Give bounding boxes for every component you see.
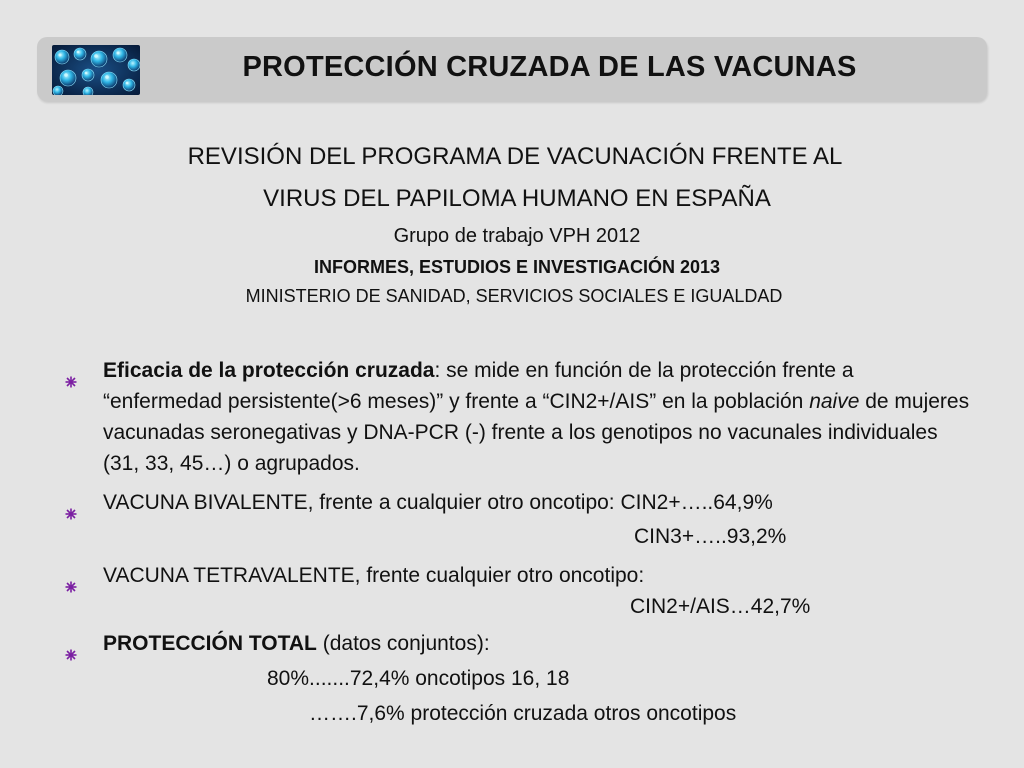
bullet-list	[0, 355, 1024, 729]
report-group: Grupo de trabajo VPH 2012	[393, 225, 641, 247]
bullet-text: VACUNA BIVALENTE, frente a cualquier otro oncotipo: CIN2+…..64,9%	[103, 491, 773, 514]
report-series: INFORMES, ESTUDIOS E INVESTIGACIÓN 2013	[313, 257, 721, 277]
tetravalent-cin2-line: CIN2+/AIS…42,7%	[630, 595, 811, 618]
bullet-text-part: (datos conjuntos):	[316, 632, 490, 655]
purple-asterisk-bullet-icon	[65, 498, 77, 510]
bullet-item-total	[0, 628, 973, 659]
bullet-text	[103, 628, 973, 659]
bullet-text: VACUNA TETRAVALENTE, frente cualquier otro oncotipo:	[103, 564, 645, 587]
page-title: PROTECCIÓN CRUZADA DE LAS VACUNAS	[242, 51, 857, 83]
bullet-bold: PROTECCIÓN TOTAL	[103, 632, 317, 655]
bullet-text	[103, 355, 973, 479]
purple-asterisk-bullet-icon	[65, 639, 77, 651]
bullet-italic: naive	[809, 390, 860, 413]
bullet-item-bivalent	[0, 487, 973, 518]
bullet-item-tetravalent	[0, 560, 973, 591]
bullet-item-efficacy	[0, 355, 973, 479]
total-protection-line-2: …….7,6% protección cruzada otros oncotipos	[309, 702, 737, 725]
report-ministry: MINISTERIO DE SANIDAD, SERVICIOS SOCIALES E IGUALDAD	[245, 286, 783, 306]
bullet-text-part: : se mide en función de la protección frente a “enfermedad persistente(>6 meses)” y frente a “CIN2+/AIS” en la población	[103, 359, 854, 413]
bullet-bold: Eficacia de la protección cruzada	[103, 359, 435, 382]
report-title-line-1: REVISIÓN DEL PROGRAMA DE VACUNACIÓN FRENTE AL	[187, 143, 843, 170]
bullet-text-part: de mujeres vacunadas seronegativas y DNA-PCR (-) frente a los genotipos no vacunales individuales (31, 33, 45…) o agrupados.	[103, 390, 970, 475]
total-protection-line-1: 80%.......72,4% oncotipos 16, 18	[267, 667, 570, 690]
report-reference	[0, 142, 1024, 308]
bivalent-cin3-line: CIN3+…..93,2%	[634, 525, 787, 548]
purple-asterisk-bullet-icon	[65, 571, 77, 583]
title-bar	[37, 37, 987, 101]
report-title-line-2: VIRUS DEL PAPILOMA HUMANO EN ESPAÑA	[263, 185, 771, 212]
purple-asterisk-bullet-icon	[65, 366, 77, 378]
